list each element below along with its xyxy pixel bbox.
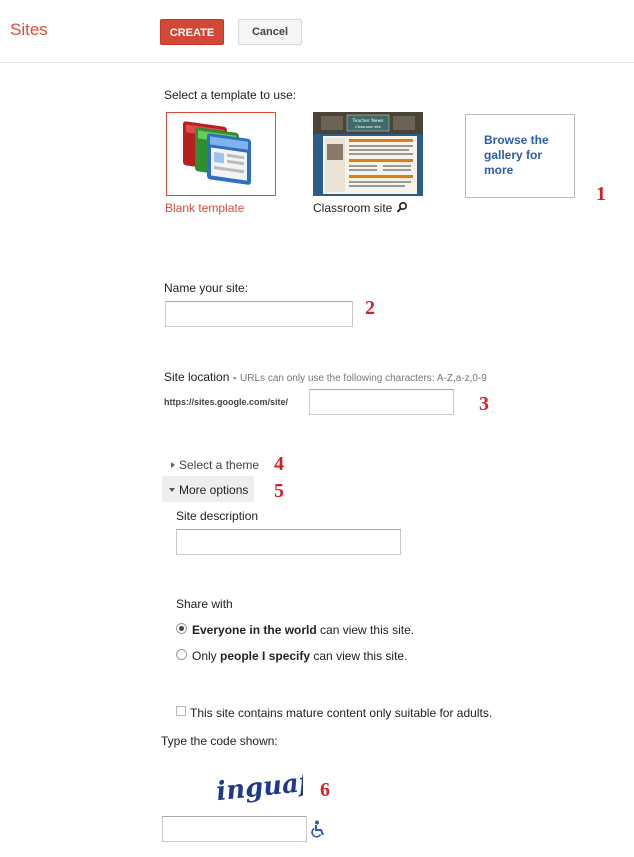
site-description-label: Site description: [176, 509, 259, 523]
captcha-graphic: [211, 762, 303, 810]
annotation-1: 1: [596, 183, 606, 205]
select-theme-label: Select a theme: [179, 458, 260, 472]
classroom-template-label[interactable]: [313, 201, 409, 215]
annotation-4: 4: [274, 453, 284, 475]
annotation-5: 5: [274, 480, 284, 502]
captcha-input[interactable]: [162, 816, 307, 842]
share-specific-prefix: Only: [192, 649, 221, 663]
site-description-input[interactable]: [176, 529, 401, 555]
create-button[interactable]: CREATE: [160, 19, 224, 45]
preview-magnifier-icon[interactable]: [396, 201, 409, 213]
chevron-down-icon: [168, 487, 176, 493]
blank-template-icon: [167, 113, 275, 195]
site-name-label: Name your site:: [164, 281, 249, 295]
share-with-label: Share with: [176, 597, 233, 611]
share-everyone-bold: Everyone in the world: [192, 623, 317, 637]
classroom-template-card[interactable]: [313, 112, 423, 196]
accessibility-audio-icon[interactable]: [311, 820, 327, 838]
cancel-button[interactable]: Cancel: [238, 19, 302, 45]
select-theme-toggle[interactable]: [170, 458, 259, 472]
share-everyone-label[interactable]: [192, 623, 414, 637]
site-name-input[interactable]: [165, 301, 353, 327]
share-specific-label[interactable]: [192, 649, 407, 663]
captcha-code: inguafts: [214, 764, 303, 808]
browse-gallery-link[interactable]: Browse the gallery for more: [484, 133, 549, 177]
share-everyone-radio[interactable]: [176, 623, 187, 634]
browse-gallery-card[interactable]: [465, 114, 575, 198]
annotation-3: 3: [479, 393, 489, 415]
mature-content-checkbox[interactable]: [176, 706, 186, 716]
captcha-label: Type the code shown:: [161, 734, 278, 748]
share-specific-radio[interactable]: [176, 649, 187, 660]
annotation-2: 2: [365, 297, 375, 319]
site-location-input[interactable]: [309, 389, 454, 415]
more-options-label-wrap[interactable]: [168, 483, 248, 497]
blank-template-card[interactable]: [166, 112, 276, 196]
share-specific-rest: can view this site.: [310, 649, 408, 663]
site-location-label: Site location: [164, 370, 230, 384]
site-location-prefix: https://sites.google.com/site/: [164, 397, 289, 407]
chevron-right-icon: [170, 461, 176, 469]
classroom-template-thumbnail: [313, 112, 423, 196]
header-divider: [0, 62, 634, 63]
app-title: Sites: [10, 20, 48, 39]
template-prompt: Select a template to use:: [164, 88, 297, 102]
thumb-title-1: Teacher News: [352, 119, 384, 124]
more-options-label: More options: [179, 483, 249, 497]
site-location-heading: [164, 370, 487, 384]
blank-template-label[interactable]: Blank template: [165, 201, 245, 215]
share-specific-bold: people I specify: [220, 649, 311, 663]
captcha-image: [211, 762, 303, 810]
share-everyone-rest: can view this site.: [316, 623, 415, 637]
annotation-6: 6: [320, 779, 330, 801]
mature-content-label[interactable]: This site contains mature content only suitable for adults.: [190, 706, 493, 720]
site-location-hint: URLs can only use the following characters: A-Z,a-z,0-9: [240, 373, 487, 384]
site-location-separator: -: [229, 370, 241, 384]
classroom-template-text: Classroom site: [313, 201, 393, 215]
thumb-title-2: Classroom site: [355, 125, 381, 129]
